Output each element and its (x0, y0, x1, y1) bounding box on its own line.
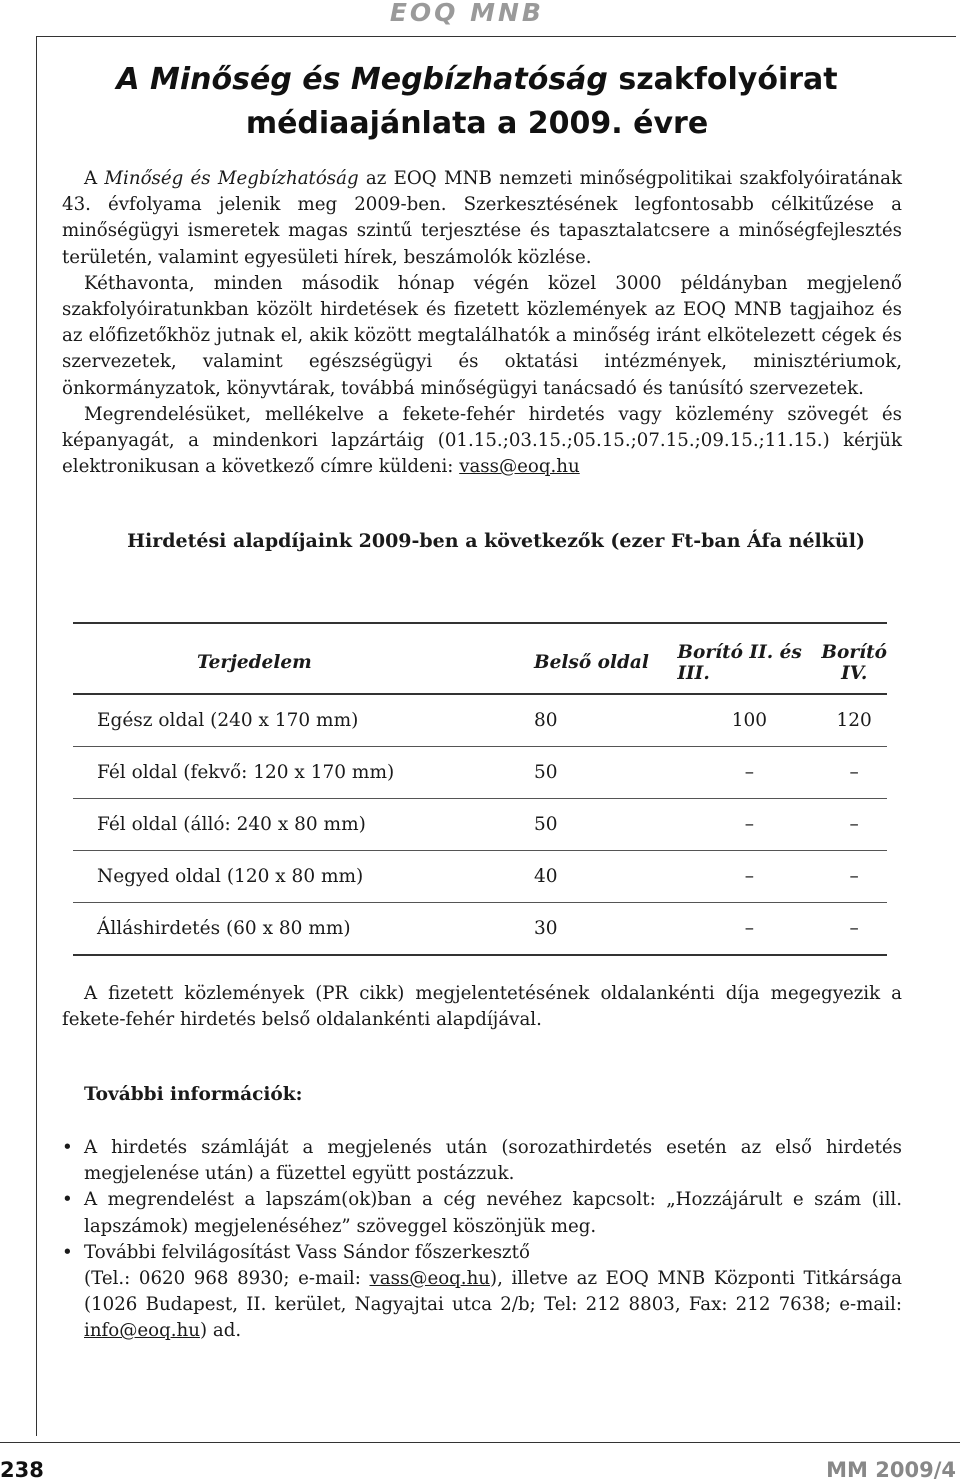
cell-size: Negyed oldal (120 x 80 mm) (73, 851, 534, 903)
editor-email-link[interactable]: vass@eoq.hu (369, 1268, 491, 1290)
table-row (73, 851, 887, 903)
cell-cover4: – (821, 799, 887, 851)
intro-p3-pre: Megrendelésüket, mellékelve a fekete-fehér hirdetés vagy közlemény szövegét és képanyagát, a mindenkori lapzártáig (01.15.;03.15.;05.15.;07.15.;09.15.;11.15.) kérjük elektronikusan a következő címre küldeni: (62, 403, 902, 478)
bullet-icon: • (62, 1241, 73, 1263)
title-line1-rest: szakfolyóirat (607, 62, 838, 97)
intro-section (62, 166, 902, 480)
info-item-3-mid: ), illetve az EOQ MNB Központi Titkársága (1026 Budapest, II. kerület, Nagyajtai utca 2/b; Tel: 212 8803, Fax: 212 7638; e-mail: (84, 1268, 902, 1316)
cell-cover23: – (677, 747, 821, 799)
list-item (62, 1187, 902, 1239)
cell-inner: 50 (534, 799, 677, 851)
bullet-icon: • (62, 1137, 73, 1158)
info-list (62, 1135, 902, 1345)
intro-journal-name: Minőség és Megbízhatóság (104, 168, 359, 189)
cell-inner: 80 (534, 694, 677, 747)
list-item (62, 1240, 902, 1345)
title-line2: médiaajánlata a 2009. évre (245, 106, 709, 141)
cell-cover23: – (744, 918, 754, 939)
cell-cover4: – (821, 747, 887, 799)
info-item-3-line1: További felvilágosítást Vass Sándor főszerkesztő (84, 1241, 530, 1263)
info-item-1: A hirdetés számláját a megjelenés után (sorozathirdetés esetén az első hirdetés megjelenése után) a füzettel együtt postázzuk. (84, 1137, 902, 1185)
cell-inner: 50 (534, 747, 677, 799)
rates-table (73, 622, 887, 956)
cell-size: Fél oldal (álló: 240 x 80 mm) (73, 799, 534, 851)
column-header-cover-2-3: Borító II. és III. (677, 623, 821, 694)
rates-heading: Hirdetési alapdíjaink 2009-ben a következők (ezer Ft-ban Áfa nélkül) (127, 530, 865, 552)
table-row (73, 903, 887, 956)
order-email-link[interactable]: vass@eoq.hu (459, 456, 580, 478)
secretariat-email-link[interactable]: info@eoq.hu (84, 1320, 200, 1342)
intro-p1-pre: A (84, 168, 105, 189)
column-header-cover-4: Borító IV. (821, 623, 887, 694)
cell-inner: 30 (533, 918, 558, 939)
cell-cover4: – (821, 851, 887, 903)
cell-cover4: – (849, 918, 859, 939)
table-row (73, 747, 887, 799)
intro-paragraph-3 (62, 402, 902, 481)
cell-size: Fél oldal (fekvő: 120 x 170 mm) (73, 747, 534, 799)
info-heading: További információk: (84, 1084, 303, 1105)
rates-table-header-row (73, 623, 887, 694)
cell-cover23: 100 (677, 694, 821, 747)
page-number: 238 (0, 1458, 44, 1482)
footer-divider (0, 1442, 960, 1443)
column-header-inner-page: Belső oldal (534, 623, 677, 694)
info-item-3-pre: (Tel.: 0620 968 8930; e-mail: (84, 1268, 370, 1290)
issue-label: MM 2009/4 (826, 1458, 956, 1482)
cell-cover23: – (677, 799, 821, 851)
info-item-3-post: ) ad. (199, 1320, 242, 1342)
info-item-2: A megrendelést a lapszám(ok)ban a cég nevéhez kapcsolt: „Hozzájárult e szám (ill. lapszámok) megjelenéséhez” szöveggel köszönjük meg. (84, 1189, 902, 1237)
cell-size: Egész oldal (240 x 170 mm) (73, 694, 534, 747)
table-row (73, 694, 887, 747)
cell-cover4: 120 (821, 694, 887, 747)
bullet-icon: • (62, 1189, 73, 1211)
cell-cover23: – (677, 851, 821, 903)
intro-paragraph-2: Kéthavonta, minden második hónap végén közel 3000 példányban megjelenő szakfolyóiratunkban közölt hirdetések és fizetett közlemények az EOQ MNB tagjaihoz és az előfizetőkhöz jutnak el, akik között megtalálhatók a minőség iránt elkötelezett cégek és szervezetek, valamint egészségügyi és oktatási intézmények, minisztériumok, önkormányzatok, könyvtárak, továbbá minőségügyi tanácsadó és tanúsító szervezetek. (62, 272, 902, 399)
list-item (62, 1135, 902, 1187)
column-header-size: Terjedelem (73, 623, 534, 694)
title-journal-name: A Minőség és Megbízhatóság (116, 62, 608, 97)
table-row (73, 799, 887, 851)
pr-article-note: A fizetett közlemények (PR cikk) megjelentetésének oldalankénti díja megegyezik a fekete-fehér hirdetés belső oldalankénti alapdíjával. (62, 983, 902, 1031)
intro-p1-post: az EOQ MNB nemzeti minőségpolitikai szakfolyóiratának 43. évfolyama jelenik meg 2009-ben. Szerkesztésének legfontosabb célkitűzése a minőségügyi ismeretek magas szintű terjesztése és tapasztalatcsere a minőségfejlesztés területén, valamint egyesületi hírek, beszámolók közlése. (62, 168, 902, 268)
cell-inner: 40 (534, 851, 677, 903)
cell-size: Álláshirdetés (60 x 80 mm) (97, 918, 351, 939)
journal-header: EOQ MNB (389, 0, 544, 27)
intro-paragraph-1 (62, 166, 902, 271)
page-title (36, 58, 918, 146)
